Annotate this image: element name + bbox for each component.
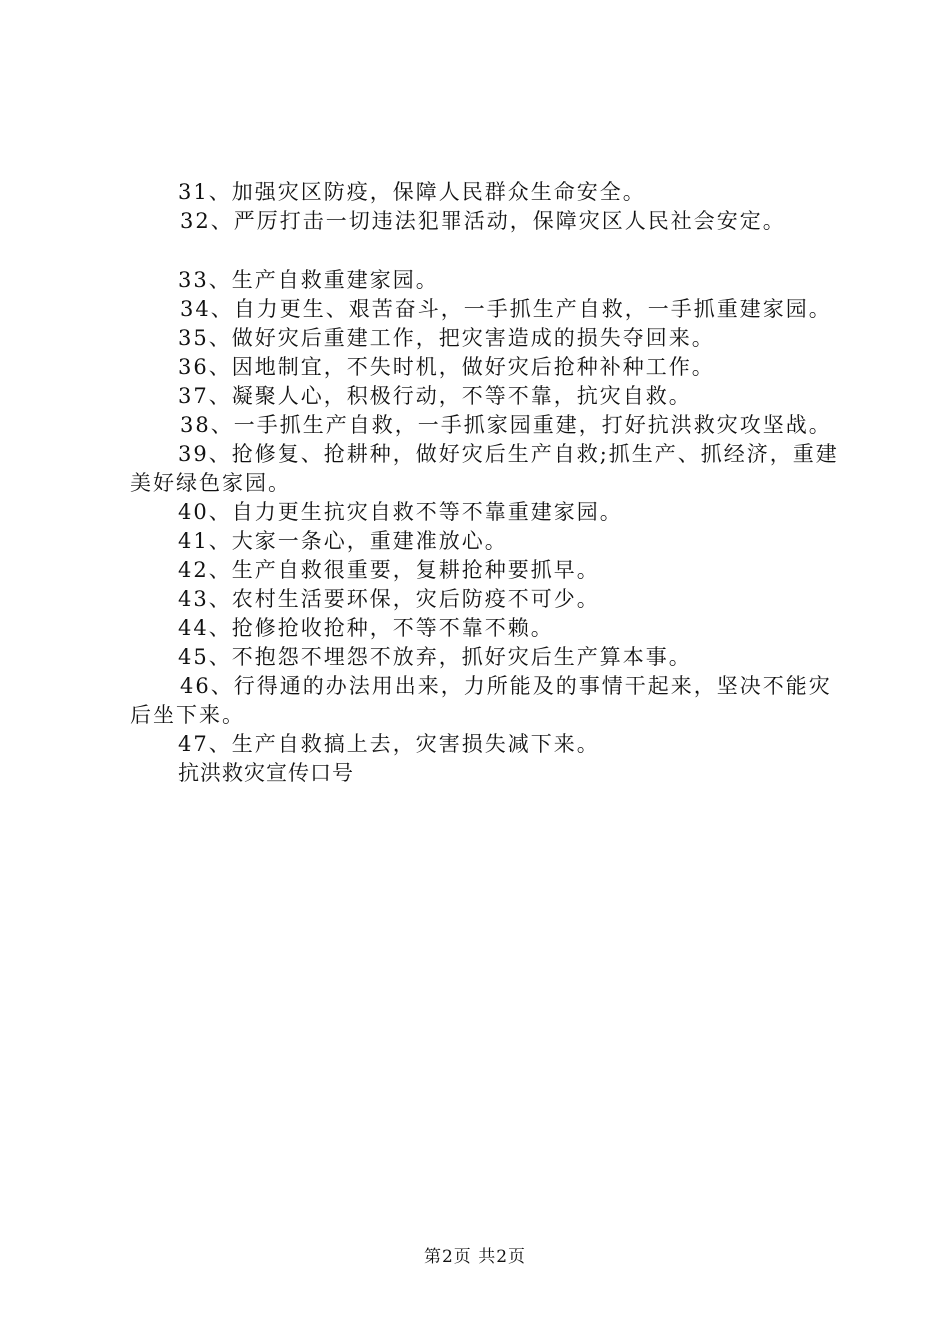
slogan-39: 39、抢修复、抢耕种，做好灾后生产自救;抓生产、抓经济，重建美好绿色家园。 <box>130 442 839 495</box>
slogan-36: 36、因地制宜，不失时机，做好灾后抢种补种工作。 <box>178 355 715 379</box>
slogan-42: 42、生产自救很重要，复耕抢种要抓早。 <box>178 558 600 582</box>
slogan-44: 44、抢修抢收抢种，不等不靠不赖。 <box>178 616 554 640</box>
slogan-40: 40、自力更生抗灾自救不等不靠重建家园。 <box>178 500 623 524</box>
page-number-label: 第2页 共2页 <box>423 1247 527 1267</box>
page-footer <box>0 1242 950 1267</box>
slogan-38: 38、一手抓生产自救，一手抓家园重建，打好抗洪救灾攻坚战。 <box>180 413 832 437</box>
slogan-33: 33、生产自救重建家园。 <box>178 268 439 292</box>
slogan-31: 31、加强灾区防疫，保障人民群众生命安全。 <box>178 180 646 204</box>
document-body <box>130 178 840 788</box>
slogan-46: 46、行得通的办法用出来，力所能及的事情干起来，坚决不能灾后坐下来。 <box>130 674 832 727</box>
slogan-45: 45、不抱怨不埋怨不放弃，抓好灾后生产算本事。 <box>178 645 692 669</box>
slogan-37: 37、凝聚人心，积极行动，不等不靠，抗灾自救。 <box>178 384 692 408</box>
document-title: 抗洪救灾宣传口号 <box>178 761 354 785</box>
slogan-47: 47、生产自救搞上去，灾害损失减下来。 <box>178 732 600 756</box>
slogan-35: 35、做好灾后重建工作，把灾害造成的损失夺回来。 <box>178 326 715 350</box>
slogan-43: 43、农村生活要环保，灾后防疫不可少。 <box>178 587 600 611</box>
slogan-41: 41、大家一条心，重建准放心。 <box>178 529 508 553</box>
slogan-32: 32、严厉打击一切违法犯罪活动，保障灾区人民社会安定。 <box>180 209 786 233</box>
slogan-34: 34、自力更生、艰苦奋斗，一手抓生产自救，一手抓重建家园。 <box>180 297 832 321</box>
